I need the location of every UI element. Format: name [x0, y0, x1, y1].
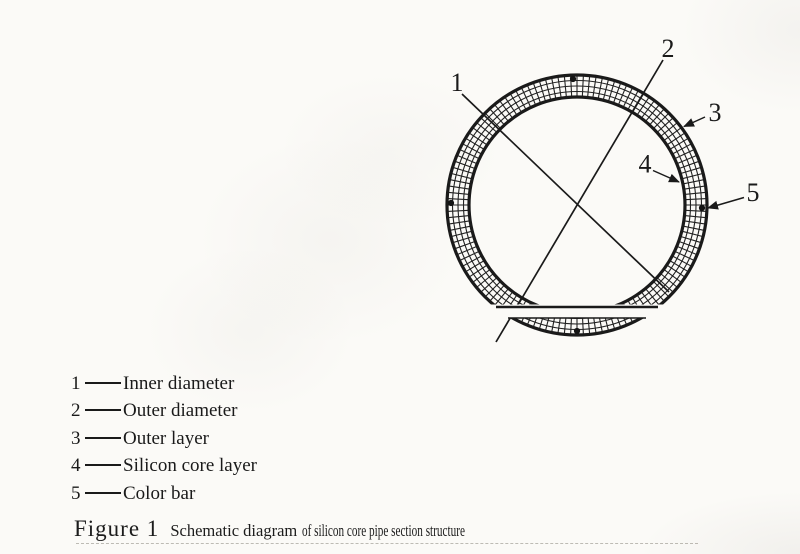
- legend-rule: [85, 492, 121, 494]
- legend-item-outer-layer: [71, 425, 391, 452]
- legend-num: 4: [71, 455, 81, 477]
- color-bar-dot-bottom: [574, 328, 580, 334]
- legend-num: 2: [71, 400, 81, 422]
- inner-diameter-line: [462, 94, 669, 292]
- caption-figure-number: Figure 1: [74, 516, 160, 541]
- color-bar-dot-left: [448, 200, 454, 206]
- callout-2-label: 2: [661, 34, 675, 63]
- caption-title: Schematic diagram: [170, 521, 298, 540]
- legend-num: 5: [71, 482, 81, 504]
- color-bar-dot-right: [699, 205, 705, 211]
- scan-artifact-line: [76, 543, 698, 544]
- callout-5-arrow: [708, 198, 744, 209]
- callout-5-label: 5: [746, 178, 760, 207]
- callout-4-label: 4: [638, 149, 652, 179]
- caption-subtitle: of silicon core pipe section structure: [302, 521, 466, 540]
- legend-rule: [85, 409, 121, 411]
- outer-diameter-line: [496, 60, 663, 342]
- legend-label: Color bar: [123, 482, 196, 504]
- legend-item-inner-diameter: [71, 370, 391, 397]
- legend-num: 1: [71, 373, 81, 394]
- legend-rule: [85, 382, 121, 384]
- legend-item-outer-diameter: [71, 397, 391, 424]
- legend-num: 3: [71, 427, 81, 449]
- color-bar-dot-top: [570, 76, 576, 82]
- callout-3-arrow: [684, 117, 705, 127]
- legend-rule: [85, 464, 121, 466]
- legend-item-color-bar: [71, 480, 391, 507]
- callout-3-label: 3: [708, 98, 722, 127]
- legend: [71, 370, 391, 507]
- callout-4-arrow: [653, 171, 679, 183]
- legend-label: Outer diameter: [123, 400, 238, 422]
- legend-label: Inner diameter: [123, 373, 235, 394]
- legend-rule: [85, 437, 121, 439]
- legend-label: Silicon core layer: [123, 455, 258, 477]
- legend-item-silicon-core-layer: [71, 452, 391, 479]
- figure-caption: [74, 516, 542, 542]
- callout-1-label: 1: [450, 68, 464, 97]
- legend-label: Outer layer: [123, 427, 209, 449]
